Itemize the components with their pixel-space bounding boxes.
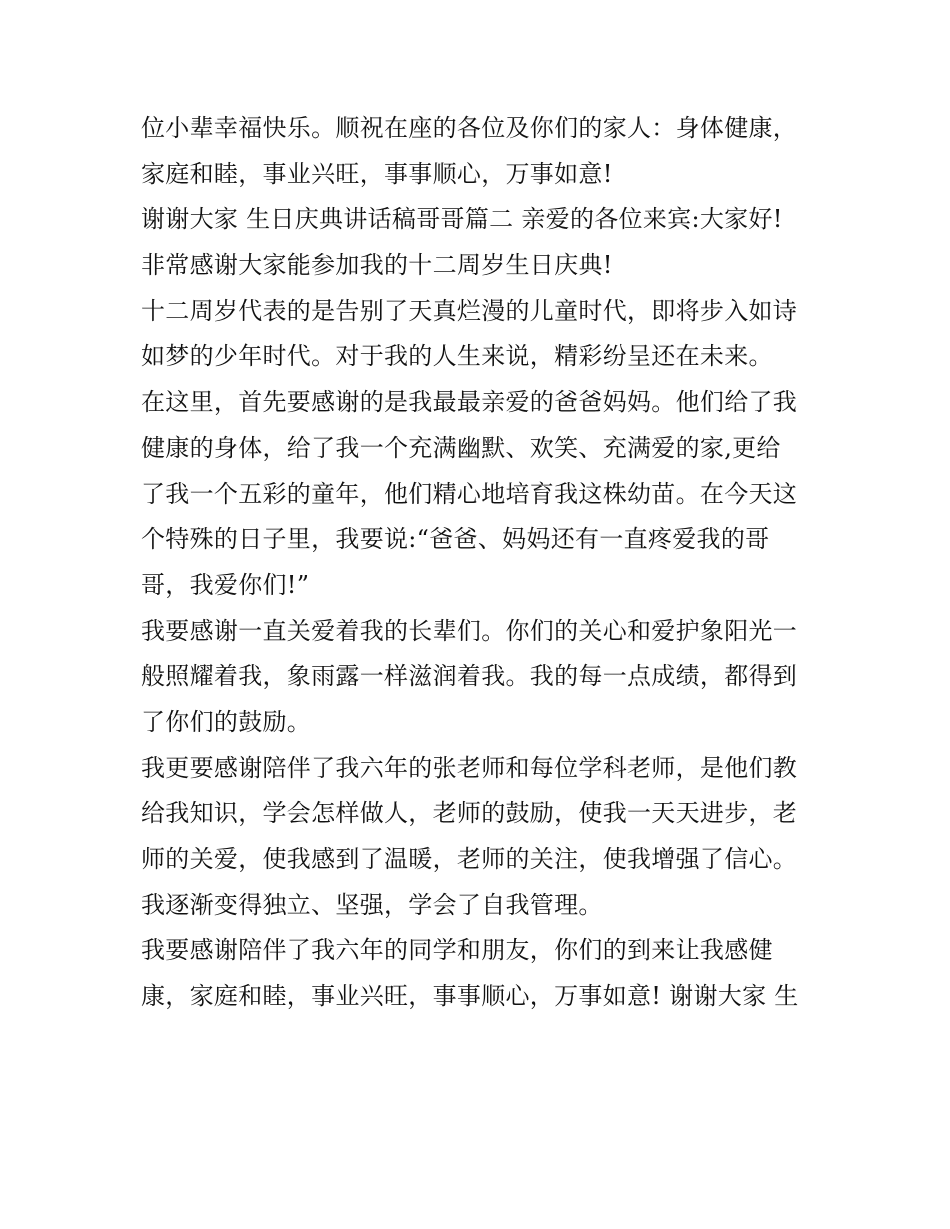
text-line: 了我一个五彩的童年，他们精心地培育我这株幼苗。在今天这 (141, 479, 798, 508)
text-line: 般照耀着我，象雨露一样滋润着我。我的每一点成绩，都得到 (141, 662, 798, 691)
text-line: 非常感谢大家能参加我的十二周岁生日庆典! (141, 251, 613, 280)
text-line: 如梦的少年时代。对于我的人生来说，精彩纷呈还在未来。 (141, 342, 773, 371)
text-line: 哥，我爱你们!” (141, 570, 310, 599)
text-line: 了你们的鼓励。 (141, 707, 312, 736)
text-line: 我逐渐变得独立、坚强，学会了自我管理。 (141, 890, 603, 919)
text-line: 我更要感谢陪伴了我六年的张老师和每位学科老师，是他们教 (141, 753, 798, 782)
text-line: 在这里，首先要感谢的是我最最亲爱的爸爸妈妈。他们给了我 (141, 388, 798, 417)
text-line: 我要感谢陪伴了我六年的同学和朋友，你们的到来让我感健 (141, 936, 773, 965)
text-line: 位小辈幸福快乐。顺祝在座的各位及你们的家人：身体健康， (141, 114, 798, 142)
text-line: 家庭和睦，事业兴旺，事事顺心，万事如意! (141, 159, 613, 188)
text-line: 健康的身体，给了我一个充满幽默、欢笑、充满爱的家,更给 (141, 433, 781, 462)
text-line: 康，家庭和睦，事业兴旺，事事顺心，万事如意! 谢谢大家 生 (141, 982, 799, 1011)
text-line: 谢谢大家 生日庆典讲话稿哥哥篇二 亲爱的各位来宾:大家好! (141, 205, 783, 234)
speech-text (141, 106, 821, 1020)
text-line: 师的关爱，使我感到了温暖，老师的关注，使我增强了信心。 (141, 845, 798, 873)
text-line: 我要感谢一直关爱着我的长辈们。你们的关心和爱护象阳光一 (141, 616, 798, 645)
text-line: 个特殊的日子里，我要说:“爸爸、妈妈还有一直疼爱我的哥 (141, 525, 770, 554)
text-line: 十二周岁代表的是告别了天真烂漫的儿童时代，即将步入如诗 (141, 296, 798, 325)
text-line: 给我知识，学会怎样做人，老师的鼓励，使我一天天进步，老 (141, 799, 798, 828)
